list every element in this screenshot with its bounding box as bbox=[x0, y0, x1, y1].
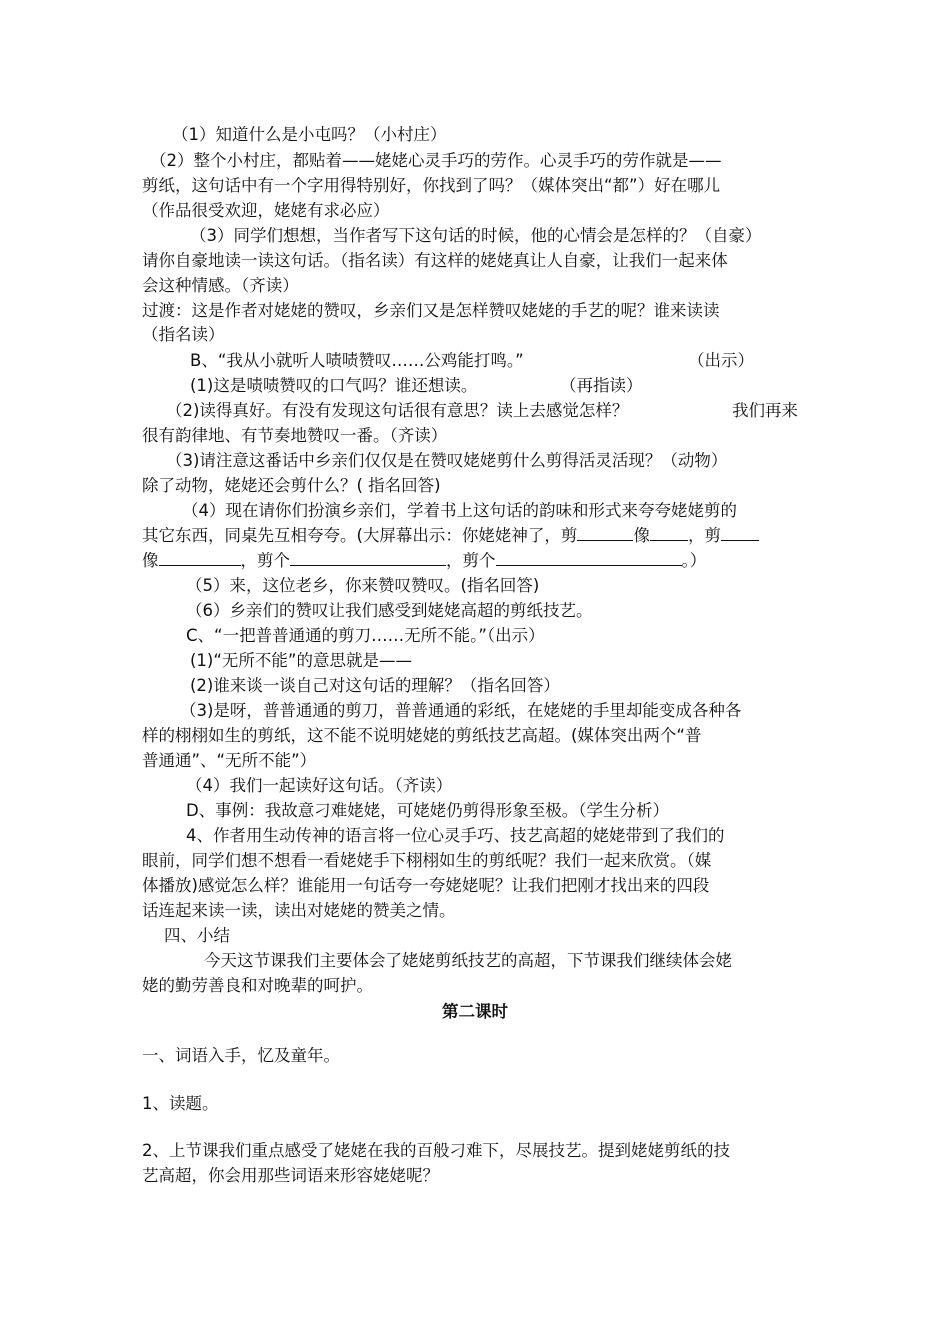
text-line: 体播放)感觉怎么样？谁能用一句话夸一夸姥姥呢？让我们把刚才找出来的四段 bbox=[142, 876, 710, 895]
text-line: 剪纸，这句话中有一个字用得特别好，你找到了吗？（媒体突出“都”）好在哪儿 bbox=[142, 176, 721, 195]
text-line: 样的栩栩如生的剪纸，这不能不说明姥姥的剪纸技艺高超。(媒体突出两个“普 bbox=[142, 726, 702, 745]
text-line: （出示） bbox=[688, 351, 754, 370]
text-line: 很有韵律地、有节奏地赞叹一番。（齐读） bbox=[142, 426, 448, 445]
text-span: ，剪个 bbox=[240, 551, 290, 570]
text-line: 会这种情感。（齐读） bbox=[142, 276, 299, 295]
text-line: （3）同学们想想，当作者写下这句话的时候，他的心情会是怎样的？（自豪） bbox=[190, 226, 762, 245]
text-span: 像 bbox=[142, 551, 159, 570]
text-line: 除了动物，姥姥还会剪什么？( 指名回答) bbox=[142, 476, 441, 495]
text-line: 姥的勤劳善良和对晚辈的呵护。 bbox=[142, 976, 373, 995]
text-line: (1)“无所不能”的意思就是—— bbox=[190, 651, 412, 670]
text-line: （再指读） bbox=[560, 376, 643, 395]
text-line: 2、上节课我们重点感受了姥姥在我的百般刁难下，尽展技艺。提到姥姥剪纸的技 bbox=[142, 1141, 730, 1160]
text-span: 其它东西，同桌先互相夸夸。(大屏幕出示：你姥姥神了，剪 bbox=[142, 526, 578, 545]
text-line: 普通通”、“无所不能”） bbox=[142, 751, 317, 770]
fill-in-blank bbox=[290, 549, 446, 566]
text-span: 。） bbox=[681, 551, 707, 570]
text-line bbox=[142, 549, 706, 573]
text-line: （6）乡亲们的赞叹让我们感受到姥姥高超的剪纸技艺。 bbox=[186, 601, 593, 620]
text-line: 一、词语入手，忆及童年。 bbox=[142, 1046, 340, 1065]
fill-in-blank bbox=[650, 524, 688, 541]
text-line: 我们再来 bbox=[732, 401, 798, 420]
text-line: （指名读） bbox=[142, 325, 225, 344]
text-span: 像 bbox=[633, 526, 650, 545]
text-line: 4、作者用生动传神的语言将一位心灵手巧、技艺高超的姥姥带到了我们的 bbox=[186, 826, 725, 845]
text-line: （3)是呀，普普通通的剪刀，普普通通的彩纸，在姥姥的手里却能变成各种各 bbox=[180, 701, 742, 720]
text-line: 请你自豪地读一读这句话。（指名读）有这样的姥姥真让人自豪，让我们一起来体 bbox=[142, 251, 728, 270]
fill-in-blank bbox=[577, 524, 633, 541]
text-line bbox=[142, 524, 759, 548]
text-line: （5）来，这位老乡，你来赞叹赞叹。(指名回答) bbox=[186, 576, 540, 595]
text-line: (1)这是啧啧赞叹的口气吗？谁还想读。 bbox=[190, 376, 478, 395]
fill-in-blank bbox=[496, 549, 682, 566]
text-line: 1、读题。 bbox=[142, 1094, 219, 1113]
fill-in-blank bbox=[721, 524, 759, 541]
text-line: （1）知道什么是小屯吗？（小村庄） bbox=[172, 125, 447, 144]
fill-in-blank bbox=[159, 549, 241, 566]
text-span: ，剪 bbox=[687, 526, 721, 545]
text-line: 今天这节课我们主要体会了姥姥剪纸技艺的高超，下节课我们继续体会姥 bbox=[204, 951, 732, 970]
text-line: 眼前，同学们想不想看一看姥姥手下栩栩如生的剪纸呢？我们一起来欣赏。（媒 bbox=[142, 851, 712, 870]
text-line: （2)读得真好。有没有发现这句话很有意思？读上去感觉怎样？ bbox=[166, 401, 629, 420]
text-line: 过渡：这是作者对姥姥的赞叹，乡亲们又是怎样赞叹姥姥的手艺的呢？谁来读读 bbox=[142, 301, 720, 320]
section-heading: 四、小结 bbox=[164, 926, 230, 945]
text-span: （2）整个小村庄，都贴着——姥姥心灵手巧的劳作。心灵手巧的劳作就是—— bbox=[150, 151, 722, 170]
text-line: （作品很受欢迎，姥姥有求必应） bbox=[142, 201, 390, 220]
lesson-title: 第二课时 bbox=[442, 1002, 508, 1021]
text-line bbox=[150, 149, 812, 173]
text-line: C、“一把普普通通的剪刀……无所不能。”（出示） bbox=[186, 626, 545, 645]
text-line: (2)谁来谈一谈自己对这句话的理解？（指名回答） bbox=[190, 676, 560, 695]
text-line: 艺高超，你会用那些词语来形容姥姥呢？ bbox=[142, 1166, 439, 1185]
text-line: B、“我从小就听人啧啧赞叹……公鸡能打鸣。” bbox=[190, 351, 524, 370]
text-line: （4）现在请你们扮演乡亲们，学着书上这句话的韵味和形式来夸夸姥姥剪的 bbox=[182, 501, 737, 520]
text-line: （3)请注意这番话中乡亲们仅仅是在赞叹姥姥剪什么剪得活灵活现？（动物） bbox=[166, 451, 728, 470]
text-line: D、事例：我故意刁难姥姥，可姥姥仍剪得形象至极。（学生分析） bbox=[186, 801, 669, 820]
text-line: 话连起来读一读，读出对姥姥的赞美之情。 bbox=[142, 901, 456, 920]
text-span: ，剪个 bbox=[446, 551, 496, 570]
text-line: （4）我们一起读好这句话。（齐读） bbox=[186, 776, 453, 795]
